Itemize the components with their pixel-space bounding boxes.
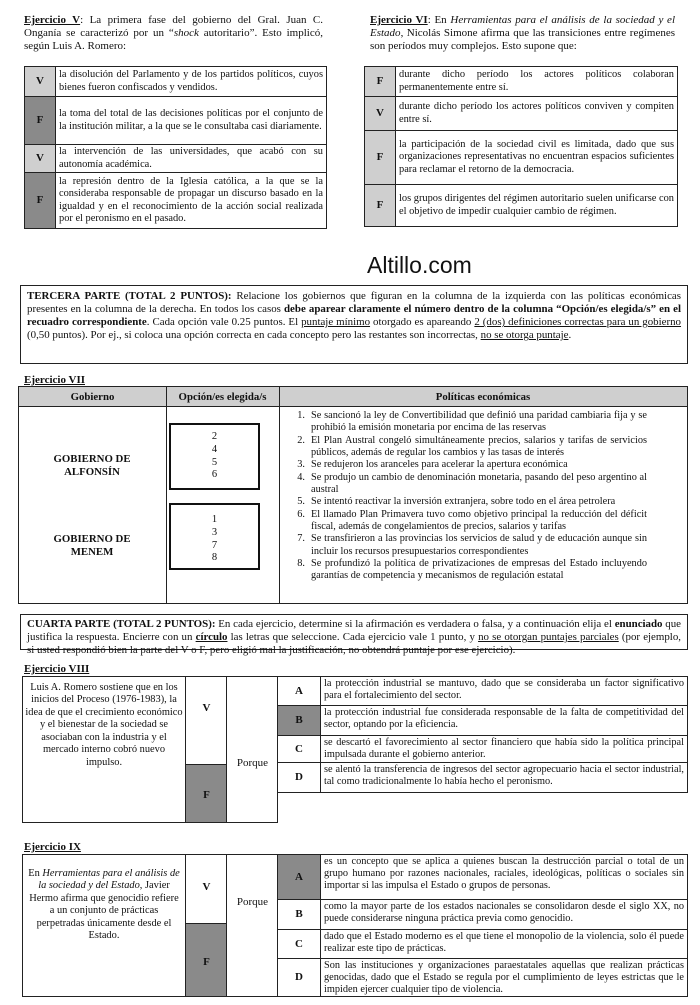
ej5-answer[interactable]: F (25, 173, 56, 229)
ej8-enunciado: Luis A. Romero sostiene que en los inicios del Proceso (1976-1983), la idea de que el crecimiento económico y el bienestar de la sociedad se asociaban con la industria y el mercado interno cobró nuevo impulso. (25, 682, 183, 768)
politica-number: 7. (297, 533, 305, 545)
ej9-en-a: En (28, 868, 43, 879)
politica-item (287, 533, 682, 558)
opc1-number: 5 (211, 456, 218, 468)
parte3-t1: Relacione los gobiernos que figuran en la columna de la izquierda con las políticas económicas presentes en la columna de la derecha. En todos los casos (27, 290, 681, 316)
politica-item (287, 410, 682, 435)
opcion-box-menem[interactable] (169, 503, 260, 570)
parte4-title: CUARTA PARTE (TOTAL 2 PUNTOS): (27, 618, 216, 630)
opc2-number: 1 (211, 514, 218, 525)
ej6-intro-b: , Nicolás Simone afirma que las transiciones entre regímenes son períodos muy complejos. Esto supone que: (370, 26, 675, 52)
opc2-number: 8 (211, 552, 218, 564)
politica-text: Se produjo un cambio de denominación monetaria, pasando del peso argentino al austral (311, 471, 647, 496)
parte4-t1: En cada ejercicio, determine si la afirmación es verdadera o falsa, y a continuación elija el (215, 618, 615, 630)
ej9-option-b-letter[interactable]: B (278, 900, 321, 930)
ej5-intro-a: : La primera fase del gobierno del Gral. Juan C. Onganía se caracterizó por un “ (24, 14, 323, 39)
parte3-t5: otorgado es apareando (370, 316, 475, 329)
parte3-t3: . Cada opción vale 0.25 puntos. El (146, 316, 302, 329)
ej6-row (365, 97, 678, 131)
ej7-table (18, 386, 688, 604)
ej6-intro-a: : En (427, 14, 451, 26)
parte3-t6: 2 (dos) definiciones correctas para un gobierno (474, 316, 682, 329)
ej9-f[interactable]: F (203, 956, 210, 968)
ej6-answer[interactable]: F (365, 67, 396, 97)
ej9-option-c-text: dado que el Estado moderno es el que tiene el monopolio de la violencia, solo él puede realizar este tipo de prácticas. (321, 930, 688, 959)
politica-item (287, 509, 682, 534)
opc1-number: 4 (211, 443, 218, 455)
ej5-answer[interactable]: V (25, 145, 56, 173)
ej9-v[interactable]: V (202, 881, 211, 893)
ej5-intro-b: autoritario”. Esto implicó, según Luis A. Romero: (24, 26, 323, 52)
ej9-porque-cell (227, 854, 278, 997)
ej8-option-d-letter[interactable]: D (278, 763, 321, 793)
politica-item (287, 459, 682, 471)
ej5-intro (24, 14, 323, 53)
politica-number: 4. (297, 471, 305, 483)
ej8-option-d-text: se alentó la transferencia de ingresos del sector agropecuario hacia el sector industrial, tal como tradicionalmente lo había hecho el peronismo. (321, 763, 688, 793)
ej8-f[interactable]: F (203, 789, 210, 801)
parte3-t7: (0,50 puntos). Por ej., si coloca una opción correcta en cada concepto pero las restantes son incorrectas, (27, 329, 481, 342)
ej5-statement: la intervención de las universidades, que acabó con su autonomía académica. (56, 145, 327, 173)
ej8-v[interactable]: V (202, 702, 211, 714)
politica-number: 8. (297, 558, 305, 570)
ej9-en-b: , Javier Hermo afirma que genocidio refiere a un conjunto de prácticas perpetradas únicamente desde el Estado. (29, 880, 179, 942)
site-logo: Altillo.com (367, 252, 472, 278)
parte4-t6: no se otorgan puntajes parciales (478, 631, 619, 644)
ej9-heading: Ejercicio IX (24, 841, 81, 853)
politica-text: Se sancionó la ley de Convertibilidad que definió una paridad cambiaria fija y se prohibió la emisión monetaria por encima de las reservas (311, 410, 647, 434)
ej6-row (365, 67, 678, 97)
ej5-table (24, 66, 327, 229)
opc1-number: 6 (211, 469, 218, 481)
parte3-t8: no se otorga puntaje (480, 329, 569, 342)
ej6-row (365, 131, 678, 185)
politica-item (287, 472, 682, 497)
ej6-answer[interactable]: F (365, 185, 396, 227)
parte4-t5: las letras que seleccione. Cada ejercicio vale 1 punto, y (227, 631, 479, 644)
ej8-porque-cell (227, 676, 278, 823)
parte4-t4: círculo (195, 631, 228, 644)
ej5-answer[interactable]: F (25, 97, 56, 145)
ej8-block (22, 676, 688, 823)
ej9-options (278, 854, 688, 997)
politica-number: 1. (297, 410, 305, 421)
politica-number: 5. (297, 496, 305, 508)
politica-text: Se intentó reactivar la inversión extranjera, sobre todo en el área petrolera (311, 496, 616, 508)
politica-text: El llamado Plan Primavera tuvo como objetivo principal la reducción del déficit fiscal, además de congelamientos de precios, salarios y tarifas (311, 508, 647, 533)
parte4-t3: que justifica la respuesta. Encierre con un (27, 618, 682, 644)
ej5-row (25, 173, 327, 229)
ej5-answer[interactable]: V (25, 67, 56, 97)
ej5-statement: la represión dentro de la Iglesia católica, a la que se la consideraba responsable de propagar un discurso basado en la igualdad y en el reconocimiento de la acción social realizada por el peronismo en el pasado. (56, 173, 327, 229)
gobierno-menem: GOBIERNO DE MENEM (53, 533, 131, 559)
parte4-t7: (por ejemplo, si usted respondió bien la parte del V o F, pero eligió mal la justificación, no obtendrá puntaje por ese ejercicio). (27, 631, 681, 657)
politica-number: 6. (297, 508, 305, 520)
ej7-heading: Ejercicio VII (24, 374, 85, 386)
ej7-col-politicas: Políticas económicas (435, 391, 531, 403)
ej6-statement: la participación de la sociedad civil es limitada, dado que sus organizaciones representativas no encuentran espacios suficientes para reclamar el retorno de la democracia. (396, 131, 678, 185)
parte4-t2: enunciado (614, 618, 663, 630)
politica-text: Se redujeron los aranceles para acelerar la apertura económica (311, 459, 568, 471)
ej5-row (25, 145, 327, 173)
opc2-number: 3 (211, 526, 218, 538)
ej8-option-c-letter[interactable]: C (278, 736, 321, 763)
parte3-t9: . (568, 329, 572, 342)
politicas-list (287, 410, 682, 583)
ej6-statement: durante dicho período los actores políticos colaboran permanentemente entre sí. (396, 67, 678, 97)
ej6-row (365, 185, 678, 227)
politica-text: El Plan Austral congeló simultáneamente precios, salarios y tarifas de servicios públicos, además de regular los cambios y las tasas de interés (311, 434, 647, 459)
ej9-option-a-text: es un concepto que se aplica a quienes buscan la destrucción parcial o total de un grupo humano por razones nacionales, raciales, ideológicas, políticas o sociales sin importar si las impulsa el Estado o grupos de personas. (321, 854, 688, 900)
politica-text: Se transfirieron a las provincias los servicios de salud y de educación aunque sin incluir los recursos presupuestarios correspondientes (311, 533, 647, 557)
ej7-col-gobierno: Gobierno (70, 391, 115, 403)
opc2-number: 7 (211, 539, 218, 551)
ej8-option-a-text: la protección industrial se mantuvo, dado que se consideraba un factor significativo para el fortalecimiento del sector. (321, 676, 688, 706)
parte3-instructions (20, 285, 688, 364)
ej8-v-cell (186, 676, 227, 765)
ej5-statement: la toma del total de las decisiones políticas por el conjunto de la institución militar, a la que se le consultaba casi diariamente. (56, 97, 327, 145)
opc1-number: 2 (211, 431, 218, 442)
ej6-table (364, 66, 678, 227)
ej6-statement: los grupos dirigentes del régimen autoritario suelen unificarse con el objetivo de impedir cualquier cambio de régimen. (396, 185, 678, 227)
ej5-statement: la disolución del Parlamento y de los partidos políticos, cuyos bienes fueron confiscados y vendidos. (56, 67, 327, 97)
ej7-col-opcion: Opción/es elegida/s (178, 391, 267, 403)
ej8-option-b-text: la protección industrial fue considerada responsable de la falta de competitividad del sector, optando por la eficiencia. (321, 706, 688, 736)
ej6-answer[interactable]: V (365, 97, 396, 131)
politica-number: 3. (297, 459, 305, 471)
politica-item (287, 435, 682, 460)
ej6-heading: Ejercicio VI (370, 14, 428, 26)
ej8-option-c-text: se descartó el favorecimiento al sector financiero que había sido la política principal impulsada durante el gobierno anterior. (321, 736, 688, 763)
politica-item (287, 496, 682, 508)
ej6-statement: durante dicho período los actores políticos conviven y compiten entre sí. (396, 97, 678, 131)
ej9-porque: Porque (236, 896, 269, 908)
politica-item (287, 558, 682, 583)
col-divider-2 (279, 387, 280, 603)
ej5-intro-em: shock (173, 26, 199, 39)
ej6-intro (370, 14, 675, 53)
ej8-heading: Ejercicio VIII (24, 663, 90, 675)
opcion-box-alfonsin[interactable] (169, 423, 260, 490)
ej9-option-d-text: Son las instituciones y organizaciones paraestatales aquellas que realizan prácticas genocidas, dado que el Estado se regula por el cumplimiento de leyes estrictas que le impiden ejercer cualquier tipo de violencia. (321, 959, 688, 997)
ej5-heading: Ejercicio V (24, 14, 81, 26)
ej8-option-a-letter[interactable]: A (278, 676, 321, 706)
parte3-title: TERCERA PARTE (TOTAL 2 PUNTOS): (27, 290, 232, 302)
ej5-row (25, 67, 327, 97)
ej6-answer[interactable]: F (365, 131, 396, 185)
ej8-options (278, 676, 688, 823)
ej8-porque: Porque (236, 757, 269, 769)
ej9-block (22, 854, 688, 997)
gobierno-alfonsin: GOBIERNO DE ALFONSÍN (53, 453, 131, 479)
politica-text: Se profundizó la política de privatizaciones de empresas del Estado incluyendo garantías de competencia y mecanismos de regulación estatal (311, 558, 647, 582)
ej9-option-a-letter[interactable]: A (278, 854, 321, 900)
parte3-t2: debe aparear claramente el número dentro de la columna “Opción/es elegida/s” en el recuadro correspondiente (27, 303, 681, 329)
parte4-instructions (20, 614, 688, 657)
ej9-option-d-letter[interactable]: D (278, 959, 321, 997)
ej8-option-b-letter[interactable]: B (278, 706, 321, 736)
ej5-row (25, 97, 327, 145)
col-divider-1 (166, 387, 167, 603)
ej9-option-c-letter[interactable]: C (278, 930, 321, 959)
ej9-enunciado (26, 868, 182, 943)
ej6-intro-em: Herramientas para el análisis de la sociedad y el Estado (370, 14, 676, 39)
parte3-t4: puntaje mínimo (301, 316, 371, 329)
politica-number: 2. (297, 434, 305, 446)
ej9-option-b-text: como la mayor parte de los estados nacionales se consolidaron desde el siglo XX, no puede considerarse ninguna práctica previa como genocidio. (321, 900, 688, 930)
ej9-en-em: Herramientas para el análisis de la sociedad y del Estado (38, 868, 180, 892)
